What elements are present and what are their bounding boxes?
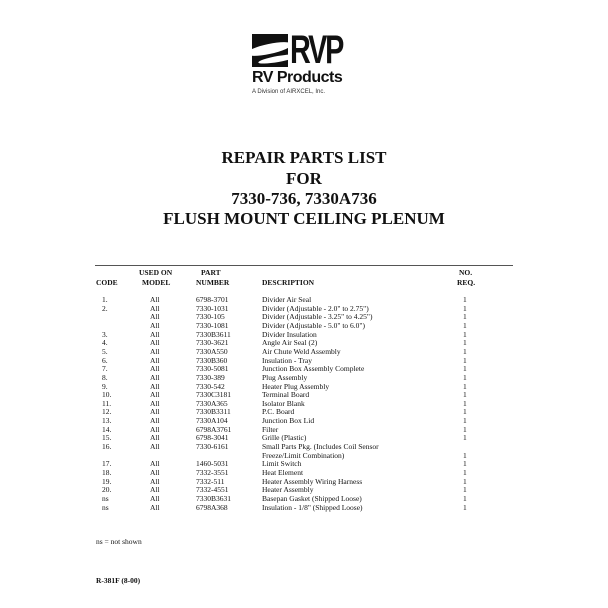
- table-row: [0, 338, 608, 347]
- header-model: MODEL: [142, 278, 171, 287]
- table-row: [0, 330, 608, 339]
- table-row: [0, 295, 608, 304]
- cell-model: All: [150, 459, 160, 469]
- cell-qty: 1: [463, 450, 467, 460]
- cell-part-number: 7330A104: [196, 416, 228, 426]
- cell-model: All: [150, 502, 160, 512]
- cell-part-number: 1460-5031: [196, 459, 229, 469]
- cell-code: 5.: [102, 346, 108, 356]
- cell-part-number: 7330-5081: [196, 364, 229, 374]
- cell-part-number: 7330-1081: [196, 320, 229, 330]
- cell-model: All: [150, 364, 160, 374]
- header-req: REQ.: [457, 278, 476, 287]
- cell-model: All: [150, 381, 160, 391]
- cell-code: 19.: [102, 476, 112, 486]
- cell-part-number: 7330-6161: [196, 442, 229, 452]
- cell-model: All: [150, 468, 160, 477]
- cell-qty: 1: [463, 493, 467, 503]
- cell-qty: 1: [463, 329, 467, 339]
- logo-mark-text: RVP: [290, 28, 343, 72]
- cell-model: All: [150, 442, 160, 452]
- table-row: [0, 442, 608, 451]
- cell-qty: 1: [463, 346, 467, 356]
- cell-model: All: [150, 493, 160, 503]
- header-description: DESCRIPTION: [262, 278, 315, 287]
- cell-description: Divider (Adjustable - 5.0" to 6.0"): [262, 320, 365, 330]
- cell-part-number: 6798-3041: [196, 433, 229, 443]
- cell-model: All: [150, 476, 160, 486]
- title-line-3: 7330-736, 7330A736: [231, 189, 377, 208]
- cell-description: Insulation - 1/8" (Shipped Loose): [262, 502, 363, 512]
- cell-code: 11.: [102, 398, 112, 408]
- cell-model: All: [150, 338, 160, 348]
- cell-description: Heater Assembly: [262, 485, 314, 495]
- cell-code: 2.: [102, 303, 108, 313]
- cell-model: All: [150, 407, 160, 417]
- cell-model: All: [150, 295, 160, 304]
- title-line-1: REPAIR PARTS LIST: [221, 148, 387, 167]
- logo-swoosh-icon: [252, 34, 288, 67]
- cell-model: All: [150, 372, 160, 382]
- footnote: ns = not shown: [96, 537, 142, 546]
- cell-qty: 1: [463, 485, 467, 495]
- title-line-2: FOR: [286, 169, 322, 188]
- cell-description: Basepan Gasket (Shipped Loose): [262, 493, 362, 503]
- cell-code: 3.: [102, 329, 108, 339]
- cell-qty: 1: [463, 459, 467, 469]
- cell-code: ns: [102, 493, 109, 503]
- cell-model: All: [150, 320, 160, 330]
- cell-code: 18.: [102, 468, 112, 477]
- cell-qty: 1: [463, 381, 467, 391]
- cell-qty: 1: [463, 372, 467, 382]
- title-line-4: FLUSH MOUNT CEILING PLENUM: [163, 209, 445, 228]
- cell-code: 14.: [102, 424, 112, 434]
- logo-brand: RV Products: [252, 69, 343, 86]
- cell-code: 15.: [102, 433, 112, 443]
- cell-description: Air Chute Weld Assembly: [262, 346, 341, 356]
- cell-code: 4.: [102, 338, 108, 348]
- cell-qty: 1: [463, 468, 467, 477]
- header-rule: [95, 265, 513, 266]
- cell-qty: 1: [463, 416, 467, 426]
- cell-part-number: 7330-1031: [196, 303, 229, 313]
- cell-description: Junction Box Lid: [262, 416, 315, 426]
- cell-qty: 1: [463, 355, 467, 365]
- cell-part-number: 7332-511: [196, 476, 225, 486]
- cell-code: ns: [102, 502, 109, 512]
- cell-code: 10.: [102, 390, 112, 400]
- table-row: [0, 503, 608, 512]
- cell-model: All: [150, 433, 160, 443]
- cell-qty: 1: [463, 433, 467, 443]
- table-row: [0, 451, 608, 460]
- cell-description: Small Parts Pkg. (Includes Coil Sensor: [262, 442, 379, 452]
- cell-description: Angle Air Seal (2): [262, 338, 318, 348]
- table-row: [0, 347, 608, 356]
- cell-qty: 1: [463, 338, 467, 348]
- header-used-on: USED ON: [139, 268, 173, 277]
- cell-part-number: 6798A368: [196, 502, 228, 512]
- cell-code: 7.: [102, 364, 108, 374]
- table-row: [0, 304, 608, 313]
- cell-part-number: 7330B3631: [196, 493, 232, 503]
- cell-qty: 1: [463, 502, 467, 512]
- table-row: [0, 485, 608, 494]
- table-row: [0, 364, 608, 373]
- cell-part-number: 6798-3701: [196, 295, 229, 304]
- cell-part-number: 7330-542: [196, 381, 225, 391]
- table-row: [0, 459, 608, 468]
- table-row: [0, 433, 608, 442]
- cell-part-number: 7330-3621: [196, 338, 229, 348]
- cell-description: Freeze/Limit Combination): [262, 450, 345, 460]
- form-number: R-381F (8-00): [96, 576, 141, 585]
- cell-part-number: 6798A3761: [196, 424, 232, 434]
- cell-code: 8.: [102, 372, 108, 382]
- cell-code: 1.: [102, 295, 108, 304]
- cell-description: Heater Plug Assembly: [262, 381, 330, 391]
- header-part: PART: [201, 268, 221, 277]
- table-row: [0, 477, 608, 486]
- cell-code: 17.: [102, 459, 112, 469]
- cell-model: All: [150, 398, 160, 408]
- cell-qty: 1: [463, 476, 467, 486]
- cell-description: Grille (Plastic): [262, 433, 307, 443]
- cell-description: Isolator Blank: [262, 398, 305, 408]
- cell-qty: 1: [463, 398, 467, 408]
- cell-description: Heat Element: [262, 468, 304, 477]
- logo-division: A Division of AIRXCEL, Inc.: [252, 89, 326, 95]
- cell-part-number: 7330-389: [196, 372, 225, 382]
- cell-qty: 1: [463, 364, 467, 374]
- cell-description: Insulation - Tray: [262, 355, 313, 365]
- cell-model: All: [150, 416, 160, 426]
- cell-part-number: 7330C3181: [196, 390, 232, 400]
- cell-part-number: 7332-3551: [196, 468, 229, 477]
- cell-model: All: [150, 424, 160, 434]
- table-row: [0, 494, 608, 503]
- cell-qty: 1: [463, 312, 467, 322]
- cell-qty: 1: [463, 424, 467, 434]
- table-row: [0, 390, 608, 399]
- table-row: [0, 356, 608, 365]
- table-row: [0, 382, 608, 391]
- cell-code: 20.: [102, 485, 112, 495]
- header-number: NUMBER: [196, 278, 230, 287]
- table-row: [0, 373, 608, 382]
- cell-qty: 1: [463, 295, 467, 304]
- table-row: [0, 425, 608, 434]
- cell-part-number: 7330B3611: [196, 329, 231, 339]
- cell-part-number: 7330-105: [196, 312, 225, 322]
- rv-products-logo: [252, 28, 362, 102]
- cell-qty: 1: [463, 407, 467, 417]
- table-row: [0, 321, 608, 330]
- header-code: CODE: [96, 278, 118, 287]
- cell-model: All: [150, 303, 160, 313]
- cell-description: Terminal Board: [262, 390, 310, 400]
- cell-part-number: 7330A365: [196, 398, 228, 408]
- table-row: [0, 407, 608, 416]
- cell-description: P.C. Board: [262, 407, 295, 417]
- header-no: NO.: [459, 268, 473, 277]
- cell-qty: 1: [463, 303, 467, 313]
- cell-part-number: 7332-4551: [196, 485, 229, 495]
- cell-code: 6.: [102, 355, 108, 365]
- cell-description: Plug Assembly: [262, 372, 308, 382]
- cell-description: Limit Switch: [262, 459, 302, 469]
- cell-code: 16.: [102, 442, 112, 452]
- cell-description: Divider (Adjustable - 2.0" to 2.75"): [262, 303, 369, 313]
- table-row: [0, 399, 608, 408]
- cell-model: All: [150, 312, 160, 322]
- cell-qty: 1: [463, 320, 467, 330]
- cell-model: All: [150, 355, 160, 365]
- cell-code: 13.: [102, 416, 112, 426]
- cell-description: Divider Insulation: [262, 329, 317, 339]
- table-row: [0, 416, 608, 425]
- cell-code: 12.: [102, 407, 112, 417]
- cell-description: Heater Assembly Wiring Harness: [262, 476, 363, 486]
- cell-description: Divider (Adjustable - 3.25" to 4.25"): [262, 312, 373, 322]
- cell-description: Divider Air Seal: [262, 295, 312, 304]
- cell-model: All: [150, 329, 160, 339]
- table-row: [0, 468, 608, 477]
- cell-model: All: [150, 346, 160, 356]
- table-row: [0, 312, 608, 321]
- cell-part-number: 7330B3311: [196, 407, 231, 417]
- cell-model: All: [150, 390, 160, 400]
- cell-description: Junction Box Assembly Complete: [262, 364, 365, 374]
- cell-part-number: 7330A550: [196, 346, 228, 356]
- cell-code: 9.: [102, 381, 108, 391]
- cell-part-number: 7330B360: [196, 355, 228, 365]
- cell-model: All: [150, 485, 160, 495]
- cell-qty: 1: [463, 390, 467, 400]
- cell-description: Filter: [262, 424, 279, 434]
